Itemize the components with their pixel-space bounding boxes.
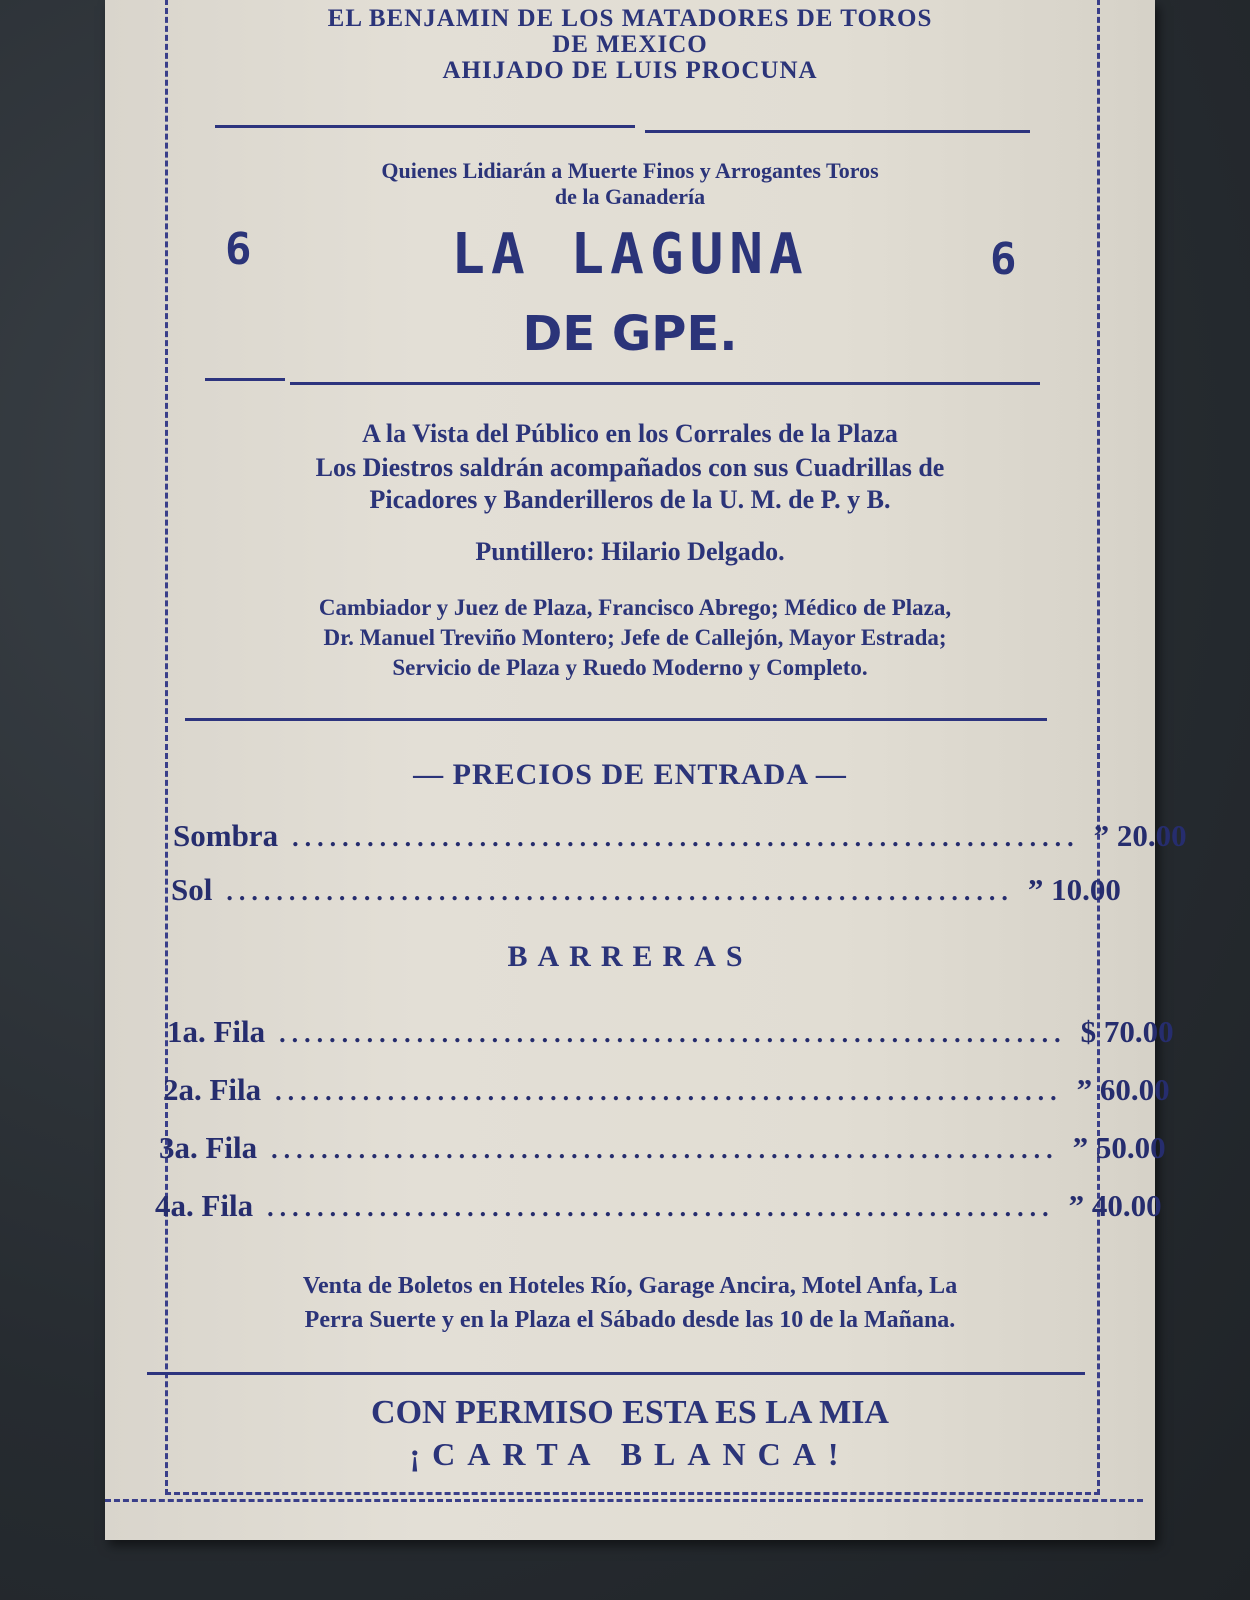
bull-count-left: 6 (225, 224, 252, 275)
leader-dots: ............................................................... (226, 877, 1014, 906)
details-line-3: Picadores y Banderilleros de la U. M. de P. y B. (369, 485, 891, 514)
price-row-fila-1 (167, 1014, 1174, 1050)
leader-dots: ............................................................... (279, 1019, 1067, 1048)
slogan-line-1: CON PERMISO ESTA ES LA MIA (371, 1394, 889, 1431)
staff-line-2: Dr. Manuel Treviño Montero; Jefe de Callejón, Mayor Estrada; (323, 625, 947, 650)
slogan-line-2: ¡CARTA BLANCA! (409, 1436, 851, 1472)
leader-dots: ............................................................... (275, 1077, 1063, 1106)
price-value: ” 10.00 (1027, 872, 1121, 907)
ganaderia-name-line-2: DE GPE. (522, 306, 738, 362)
price-label: 3a. Fila (159, 1130, 258, 1165)
price-row-sombra (173, 818, 1187, 854)
bottom-dashed-border (105, 1499, 1143, 1502)
price-row-fila-3 (159, 1130, 1166, 1166)
divider-3 (185, 718, 1047, 721)
barreras-title: BARRERAS (507, 940, 753, 973)
divider-1a (215, 125, 635, 128)
leader-dots: ............................................................... (271, 1135, 1059, 1164)
price-row-fila-2 (163, 1072, 1170, 1108)
details-line-2: Los Diestros saldrán acompañados con sus Cuadrillas de (315, 453, 945, 482)
puntillero: Puntillero: Hilario Delgado. (475, 537, 785, 566)
header-line-3: AHIJADO DE LUIS PROCUNA (442, 57, 818, 84)
price-row-sol (171, 872, 1121, 908)
price-label: 2a. Fila (163, 1072, 262, 1107)
leader-dots: ............................................................... (292, 823, 1080, 852)
prices-title: — PRECIOS DE ENTRADA — (413, 758, 847, 791)
price-label: 1a. Fila (167, 1014, 266, 1049)
bull-count-right: 6 (990, 234, 1017, 285)
price-row-fila-4 (155, 1188, 1162, 1224)
intro-line-2: de la Ganadería (554, 184, 706, 209)
price-value: ” 40.00 (1068, 1188, 1162, 1223)
divider-2b (290, 382, 1040, 385)
intro-line-1: Quienes Lidiarán a Muerte Finos y Arrogantes Toros (381, 158, 879, 183)
price-value: ” 20.00 (1093, 818, 1187, 853)
price-value: ” 60.00 (1076, 1072, 1170, 1107)
price-value: ” 50.00 (1072, 1130, 1166, 1165)
header-line-1: EL BENJAMIN DE LOS MATADORES DE TOROS (327, 5, 933, 32)
header-line-2: DE MEXICO (552, 31, 708, 58)
price-label: 4a. Fila (155, 1188, 254, 1223)
bullfight-poster (105, 0, 1187, 1540)
venta-line-1: Venta de Boletos en Hoteles Río, Garage Ancira, Motel Anfa, La (302, 1273, 958, 1299)
ganaderia-name: LA LAGUNA (451, 222, 809, 287)
venta-line-2: Perra Suerte y en la Plaza el Sábado desde las 10 de la Mañana. (304, 1307, 956, 1333)
divider-4 (147, 1372, 1085, 1375)
price-value: $ 70.00 (1080, 1014, 1174, 1049)
staff-line-1: Cambiador y Juez de Plaza, Francisco Abrego; Médico de Plaza, (318, 595, 952, 620)
divider-1b (645, 130, 1030, 133)
details-line-1: A la Vista del Público en los Corrales de la Plaza (362, 419, 898, 448)
price-label: Sol (171, 872, 213, 907)
price-label: Sombra (173, 818, 279, 853)
leader-dots: ............................................................... (267, 1193, 1055, 1222)
staff-line-3: Servicio de Plaza y Ruedo Moderno y Completo. (392, 655, 868, 680)
divider-2a (205, 378, 285, 381)
